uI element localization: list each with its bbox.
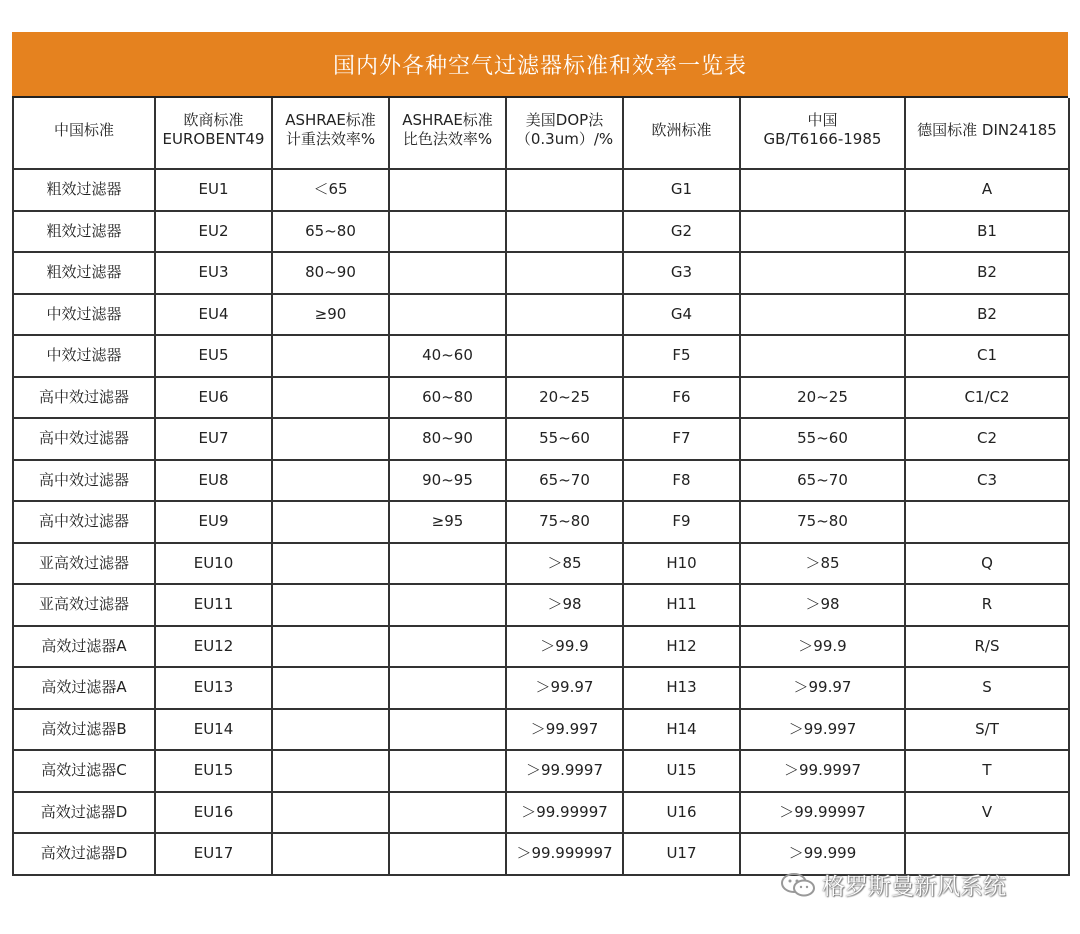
table-cell: C3 bbox=[905, 460, 1069, 502]
table-cell bbox=[272, 543, 389, 585]
table-cell: EU16 bbox=[155, 792, 272, 834]
table-cell: 高效过滤器A bbox=[13, 667, 155, 709]
table-cell: ＞98 bbox=[506, 584, 623, 626]
table-cell: ＞99.9997 bbox=[506, 750, 623, 792]
table-cell: 高中效过滤器 bbox=[13, 501, 155, 543]
table-cell: 高效过滤器A bbox=[13, 626, 155, 668]
table-cell: 40~60 bbox=[389, 335, 506, 377]
table-cell: 90~95 bbox=[389, 460, 506, 502]
table-cell bbox=[506, 294, 623, 336]
table-cell: EU13 bbox=[155, 667, 272, 709]
table-cell bbox=[389, 833, 506, 875]
column-header: ASHRAE标准 计重法效率% bbox=[272, 98, 389, 169]
table-cell: ＞99.999997 bbox=[506, 833, 623, 875]
table-cell: 75~80 bbox=[506, 501, 623, 543]
table-cell: 高中效过滤器 bbox=[13, 460, 155, 502]
table-cell bbox=[272, 833, 389, 875]
table-cell bbox=[506, 211, 623, 253]
table-cell bbox=[389, 584, 506, 626]
table-cell: F8 bbox=[623, 460, 740, 502]
table-title: 国内外各种空气过滤器标准和效率一览表 bbox=[12, 32, 1068, 98]
filter-standards-sheet bbox=[12, 32, 1068, 876]
table-row bbox=[13, 377, 1069, 419]
table-cell bbox=[389, 294, 506, 336]
table-cell bbox=[272, 667, 389, 709]
table-body bbox=[13, 169, 1069, 875]
table-cell: 80~90 bbox=[272, 252, 389, 294]
table-cell bbox=[272, 584, 389, 626]
table-cell: 中效过滤器 bbox=[13, 335, 155, 377]
table-cell: EU3 bbox=[155, 252, 272, 294]
column-header: 欧洲标准 bbox=[623, 98, 740, 169]
table-cell: Q bbox=[905, 543, 1069, 585]
table-cell: ＞98 bbox=[740, 584, 905, 626]
table-cell bbox=[389, 252, 506, 294]
table-cell bbox=[272, 418, 389, 460]
header-row bbox=[13, 98, 1069, 169]
table-cell: H11 bbox=[623, 584, 740, 626]
table-cell bbox=[740, 252, 905, 294]
table-cell: H13 bbox=[623, 667, 740, 709]
table-cell: EU5 bbox=[155, 335, 272, 377]
column-header: ASHRAE标准 比色法效率% bbox=[389, 98, 506, 169]
table-row bbox=[13, 584, 1069, 626]
table-cell bbox=[272, 335, 389, 377]
table-row bbox=[13, 335, 1069, 377]
table-cell: ＞99.97 bbox=[740, 667, 905, 709]
table-cell: G3 bbox=[623, 252, 740, 294]
table-cell: R/S bbox=[905, 626, 1069, 668]
table-cell: R bbox=[905, 584, 1069, 626]
table-cell bbox=[905, 501, 1069, 543]
table-cell: EU10 bbox=[155, 543, 272, 585]
table-cell: 高效过滤器C bbox=[13, 750, 155, 792]
table-cell: V bbox=[905, 792, 1069, 834]
table-cell: T bbox=[905, 750, 1069, 792]
table-cell: ＞99.99997 bbox=[506, 792, 623, 834]
table-cell: U17 bbox=[623, 833, 740, 875]
table-row bbox=[13, 169, 1069, 211]
table-cell bbox=[389, 709, 506, 751]
table-row bbox=[13, 418, 1069, 460]
table-cell bbox=[389, 169, 506, 211]
table-cell: ＜65 bbox=[272, 169, 389, 211]
table-cell bbox=[506, 252, 623, 294]
table-cell bbox=[272, 626, 389, 668]
table-cell: EU6 bbox=[155, 377, 272, 419]
table-cell: 亚高效过滤器 bbox=[13, 543, 155, 585]
table-row bbox=[13, 792, 1069, 834]
table-cell bbox=[905, 833, 1069, 875]
table-cell bbox=[272, 377, 389, 419]
table-cell bbox=[389, 667, 506, 709]
table-cell: 55~60 bbox=[506, 418, 623, 460]
table-cell: G4 bbox=[623, 294, 740, 336]
table-row bbox=[13, 750, 1069, 792]
table-row bbox=[13, 709, 1069, 751]
table-cell: EU7 bbox=[155, 418, 272, 460]
standards-table bbox=[12, 98, 1070, 876]
table-cell: A bbox=[905, 169, 1069, 211]
table-cell: U16 bbox=[623, 792, 740, 834]
table-cell: F7 bbox=[623, 418, 740, 460]
table-cell: EU11 bbox=[155, 584, 272, 626]
table-cell: 20~25 bbox=[740, 377, 905, 419]
table-cell: B2 bbox=[905, 294, 1069, 336]
table-cell bbox=[740, 335, 905, 377]
table-cell: ＞99.9 bbox=[740, 626, 905, 668]
table-cell: C1/C2 bbox=[905, 377, 1069, 419]
column-header: 中国 GB/T6166-1985 bbox=[740, 98, 905, 169]
table-cell: G2 bbox=[623, 211, 740, 253]
table-cell bbox=[740, 211, 905, 253]
table-cell: 粗效过滤器 bbox=[13, 252, 155, 294]
table-row bbox=[13, 501, 1069, 543]
table-cell bbox=[389, 750, 506, 792]
table-cell: 高效过滤器B bbox=[13, 709, 155, 751]
table-cell: F5 bbox=[623, 335, 740, 377]
table-cell: ＞85 bbox=[740, 543, 905, 585]
table-cell bbox=[272, 792, 389, 834]
table-cell: 高效过滤器D bbox=[13, 833, 155, 875]
table-cell: EU17 bbox=[155, 833, 272, 875]
table-cell: 亚高效过滤器 bbox=[13, 584, 155, 626]
table-cell: 中效过滤器 bbox=[13, 294, 155, 336]
table-cell bbox=[506, 335, 623, 377]
table-cell: 高中效过滤器 bbox=[13, 377, 155, 419]
table-cell bbox=[272, 709, 389, 751]
table-cell bbox=[272, 460, 389, 502]
table-cell: ＞99.999 bbox=[740, 833, 905, 875]
table-row bbox=[13, 667, 1069, 709]
column-header: 美国DOP法 （0.3um）/% bbox=[506, 98, 623, 169]
table-cell: ＞85 bbox=[506, 543, 623, 585]
table-cell: C1 bbox=[905, 335, 1069, 377]
table-cell bbox=[389, 543, 506, 585]
table-cell: ＞99.9997 bbox=[740, 750, 905, 792]
table-cell: B2 bbox=[905, 252, 1069, 294]
table-cell: ＞99.997 bbox=[506, 709, 623, 751]
table-cell bbox=[389, 211, 506, 253]
table-cell: U15 bbox=[623, 750, 740, 792]
table-cell: EU14 bbox=[155, 709, 272, 751]
table-cell: ＞99.997 bbox=[740, 709, 905, 751]
table-cell: ＞99.97 bbox=[506, 667, 623, 709]
table-cell: F9 bbox=[623, 501, 740, 543]
table-cell: 高效过滤器D bbox=[13, 792, 155, 834]
table-cell: 55~60 bbox=[740, 418, 905, 460]
column-header: 欧商标准 EUROBENT49 bbox=[155, 98, 272, 169]
table-cell: 80~90 bbox=[389, 418, 506, 460]
table-row bbox=[13, 252, 1069, 294]
table-row bbox=[13, 626, 1069, 668]
table-cell: 65~70 bbox=[740, 460, 905, 502]
table-cell bbox=[389, 626, 506, 668]
table-cell: EU9 bbox=[155, 501, 272, 543]
table-cell: 20~25 bbox=[506, 377, 623, 419]
table-cell bbox=[272, 501, 389, 543]
table-cell: G1 bbox=[623, 169, 740, 211]
table-row bbox=[13, 460, 1069, 502]
table-cell: EU1 bbox=[155, 169, 272, 211]
table-cell: F6 bbox=[623, 377, 740, 419]
table-cell bbox=[389, 792, 506, 834]
table-cell bbox=[506, 169, 623, 211]
table-cell: S/T bbox=[905, 709, 1069, 751]
table-cell: EU12 bbox=[155, 626, 272, 668]
table-cell: 65~70 bbox=[506, 460, 623, 502]
column-header: 德国标准 DIN24185 bbox=[905, 98, 1069, 169]
watermark-text: 格罗斯曼新风系统 bbox=[822, 874, 1006, 900]
table-cell: ≥90 bbox=[272, 294, 389, 336]
table-cell: EU15 bbox=[155, 750, 272, 792]
table-cell: 粗效过滤器 bbox=[13, 169, 155, 211]
table-cell: S bbox=[905, 667, 1069, 709]
table-cell: C2 bbox=[905, 418, 1069, 460]
table-cell: ＞99.9 bbox=[506, 626, 623, 668]
table-cell: 60~80 bbox=[389, 377, 506, 419]
table-cell: 粗效过滤器 bbox=[13, 211, 155, 253]
table-cell: EU8 bbox=[155, 460, 272, 502]
table-cell bbox=[740, 294, 905, 336]
table-row bbox=[13, 543, 1069, 585]
table-cell: H12 bbox=[623, 626, 740, 668]
table-cell: 65~80 bbox=[272, 211, 389, 253]
table-cell: EU2 bbox=[155, 211, 272, 253]
table-row bbox=[13, 211, 1069, 253]
table-cell: B1 bbox=[905, 211, 1069, 253]
table-cell: H14 bbox=[623, 709, 740, 751]
table-cell: EU4 bbox=[155, 294, 272, 336]
table-cell bbox=[740, 169, 905, 211]
table-row bbox=[13, 833, 1069, 875]
table-cell: ＞99.99997 bbox=[740, 792, 905, 834]
table-cell: 75~80 bbox=[740, 501, 905, 543]
table-row bbox=[13, 294, 1069, 336]
table-cell: 高中效过滤器 bbox=[13, 418, 155, 460]
column-header: 中国标准 bbox=[13, 98, 155, 169]
table-cell bbox=[272, 750, 389, 792]
table-cell: H10 bbox=[623, 543, 740, 585]
table-cell: ≥95 bbox=[389, 501, 506, 543]
